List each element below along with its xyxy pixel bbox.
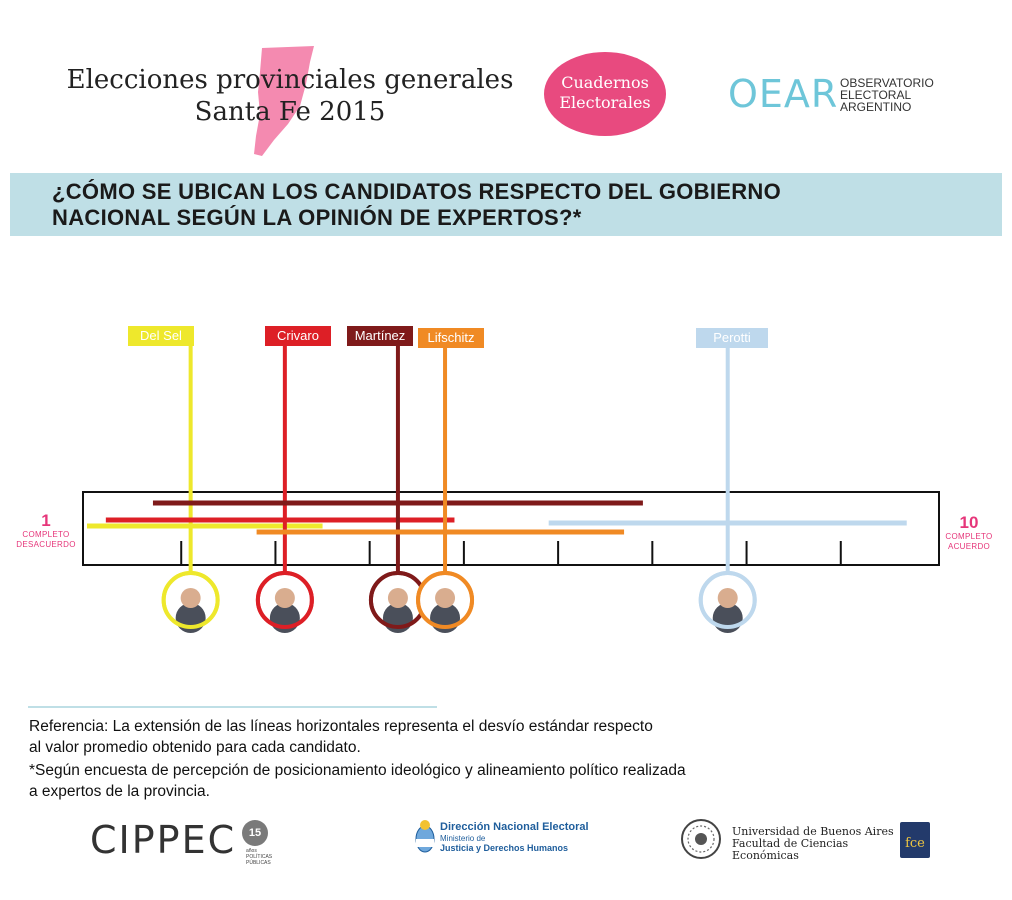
dne-text	[440, 821, 590, 854]
oear-mark: OEAR	[728, 72, 839, 116]
portrait-face	[275, 588, 295, 608]
scale-max-caption-2: ACUERDO	[947, 542, 991, 551]
candidate-label: Del Sel	[140, 328, 182, 343]
cippec-anniversary-badge	[242, 820, 268, 846]
reference-line-1: Referencia: La extensión de las líneas horizontales representa el desvío estándar respecto	[29, 718, 653, 735]
candidate-label: Lifschitz	[427, 330, 475, 345]
portrait-face	[388, 588, 408, 608]
oear-name-line-1: OBSERVATORIO	[840, 76, 934, 90]
uba-line-2: Facultad de Ciencias Económicas	[732, 837, 849, 862]
dne-line-1: Ministerio de	[440, 834, 486, 843]
title-line-2: Santa Fe 2015	[194, 97, 386, 127]
candidate-label: Crivaro	[277, 328, 319, 343]
cippec-tagline	[246, 848, 286, 866]
question-line-1: ¿CÓMO SE UBICAN LOS CANDIDATOS RESPECTO DEL GOBIERNO	[52, 179, 782, 204]
uba-line-1: Universidad de Buenos Aires	[732, 825, 894, 838]
cippec-badge-caption: años	[246, 848, 257, 854]
cippec-wordmark: CIPPEC	[90, 818, 237, 862]
scale-max-number: 10	[959, 513, 979, 532]
fce-logo	[900, 822, 930, 858]
national-emblem-icon	[414, 818, 436, 856]
candidate-label: Martínez	[354, 328, 406, 343]
scale-max-label	[940, 514, 998, 552]
uba-seal-icon	[680, 818, 722, 860]
dne-logo	[414, 818, 589, 861]
dne-line-2: Justicia y Derechos Humanos	[440, 843, 569, 853]
survey-line-2: a expertos de la provincia.	[29, 783, 210, 800]
badge-line-1: Cuadernos	[561, 73, 649, 92]
scale-min-number: 1	[41, 511, 51, 530]
scale-max-caption-1: COMPLETO	[945, 532, 993, 541]
portrait-face	[718, 588, 738, 608]
reference-divider	[28, 706, 437, 708]
cippec-logo	[90, 818, 273, 866]
scale-min-caption-2: DESACUERDO	[16, 540, 76, 549]
scale-min-caption-1: COMPLETO	[22, 530, 70, 539]
dne-title: Dirección Nacional Electoral	[440, 821, 589, 833]
cippec-tag-1: POLÍTICAS	[246, 854, 273, 860]
survey-line-1: *Según encuesta de percepción de posicionamiento ideológico y alineamiento político realizada	[29, 762, 686, 779]
uba-text	[732, 826, 902, 862]
portrait-face	[181, 588, 201, 608]
question-line-2: NACIONAL SEGÚN LA OPINIÓN DE EXPERTOS?*	[52, 205, 582, 230]
scale-min-label	[14, 512, 78, 550]
page-title	[60, 64, 520, 128]
survey-note	[29, 760, 686, 802]
oear-name-line-3: ARGENTINO	[840, 100, 912, 114]
title-line-1: Elecciones provinciales generales	[66, 65, 514, 95]
fce-mark: fce	[905, 836, 925, 851]
cippec-badge-number: 15	[248, 827, 262, 839]
badge-line-2: Electorales	[559, 93, 651, 112]
reference-note	[29, 716, 653, 758]
cippec-tag-2: PÚBLICAS	[246, 860, 271, 866]
uba-logo	[680, 818, 925, 865]
candidate-label: Perotti	[713, 330, 751, 345]
portrait-face	[435, 588, 455, 608]
oear-name-line-2: ELECTORAL	[840, 88, 912, 102]
reference-line-2: al valor promedio obtenido para cada candidato.	[29, 739, 361, 756]
